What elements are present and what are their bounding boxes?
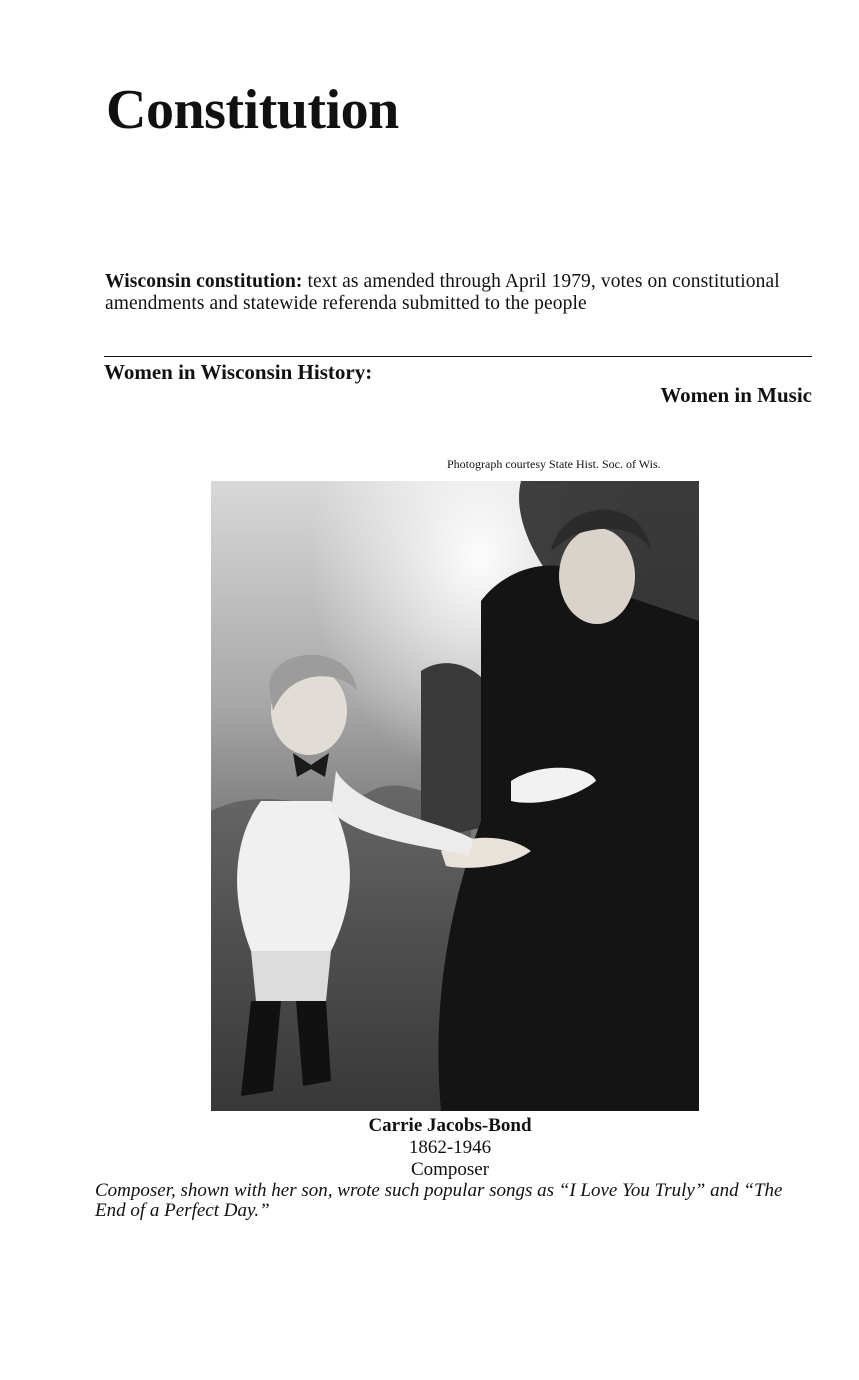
portrait-photo	[211, 481, 699, 1111]
caption-name: Carrie Jacobs-Bond	[368, 1115, 532, 1136]
section-divider	[104, 356, 812, 357]
section-heading: Women in Wisconsin History:	[104, 360, 373, 384]
woman-face	[559, 528, 635, 624]
portrait-illustration	[211, 481, 699, 1111]
section-subheading: Women in Music	[660, 383, 812, 407]
boy-shorts	[251, 951, 331, 1001]
caption-years: 1862-1946	[408, 1137, 492, 1158]
photo-credit: Photograph courtesy State Hist. Soc. of Wis.	[447, 457, 661, 471]
caption-description: Composer, shown with her son, wrote such popular songs as “I Love You Truly” and “The End of a Perfect Day.”	[95, 1180, 783, 1221]
intro-paragraph	[105, 271, 825, 315]
intro-lead: Wisconsin constitution:	[105, 271, 303, 292]
intro-text: text as amended through April 1979, votes on constitutional amendments and statewide referenda submitted to the people	[105, 271, 780, 314]
boy-shirt	[237, 801, 350, 951]
caption-role: Composer	[410, 1159, 490, 1180]
page-title: Constitution	[106, 79, 399, 141]
